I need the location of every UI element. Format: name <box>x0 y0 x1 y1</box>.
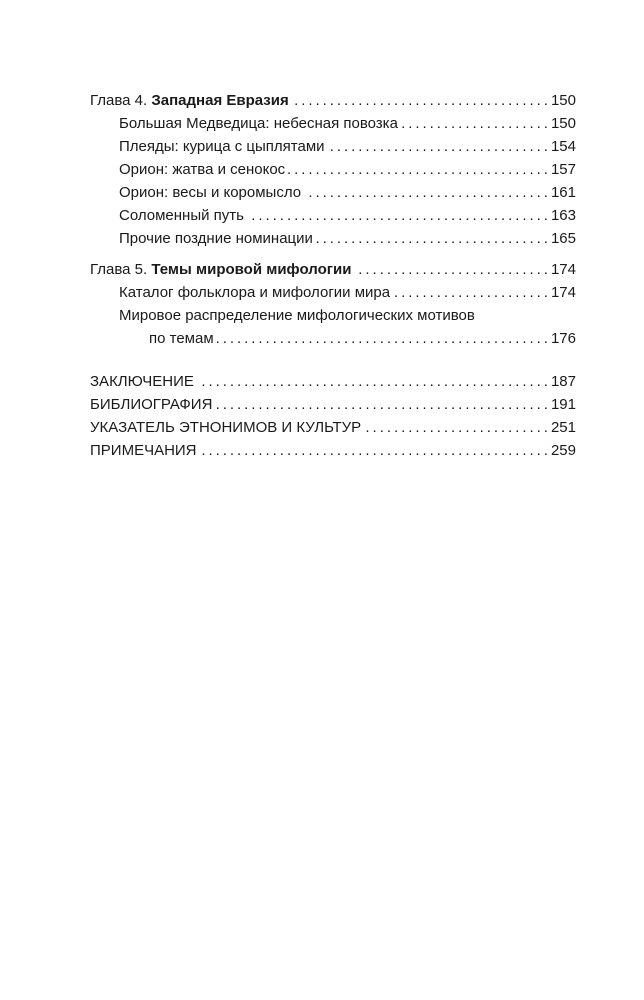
dot-leader <box>288 158 548 181</box>
back-matter-title: ЗАКЛЮЧЕНИЕ <box>90 373 194 390</box>
spacer <box>90 350 576 370</box>
section-title: Большая Медведица: небесная повозка <box>119 115 398 132</box>
dot-leader <box>393 281 548 304</box>
chapter-prefix: Глава 4. <box>90 92 148 109</box>
section-title: Орион: весы и коромысло <box>119 184 302 201</box>
page-number: 187 <box>550 373 576 390</box>
chapter-title: Темы мировой мифологии <box>151 261 352 278</box>
dot-leader <box>197 370 548 393</box>
toc-back-matter[interactable] <box>90 393 576 416</box>
section-title: Плеяды: курица с цыплятами <box>119 138 325 155</box>
dot-leader <box>364 416 548 439</box>
toc-section[interactable] <box>90 227 576 250</box>
page-number: 251 <box>550 419 576 436</box>
toc-section[interactable] <box>90 112 576 135</box>
dot-leader <box>215 393 548 416</box>
section-title: Орион: жатва и сенокос <box>119 161 286 178</box>
toc-back-matter[interactable] <box>90 370 576 393</box>
toc-section[interactable] <box>90 181 576 204</box>
dot-leader <box>292 89 548 112</box>
dot-leader <box>354 258 548 281</box>
toc-chapter-5[interactable] <box>90 258 576 281</box>
page-number: 154 <box>550 138 576 155</box>
toc-section[interactable] <box>90 158 576 181</box>
dot-leader <box>401 112 548 135</box>
page-number: 174 <box>550 261 576 278</box>
chapter-title: Западная Евразия <box>151 92 289 109</box>
page-number: 161 <box>550 184 576 201</box>
page-number: 157 <box>550 161 576 178</box>
page-number: 150 <box>550 92 576 109</box>
toc-section[interactable] <box>90 304 576 327</box>
toc-back-matter[interactable] <box>90 439 576 462</box>
toc-section-continued[interactable] <box>90 327 576 350</box>
section-title: Мировое распределение мифологических мотивов <box>119 307 475 324</box>
page-number: 163 <box>550 207 576 224</box>
dot-leader <box>304 181 548 204</box>
page-number: 150 <box>550 115 576 132</box>
chapter-prefix: Глава 5. <box>90 261 148 278</box>
section-title: Каталог фольклора и мифологии мира <box>119 284 391 301</box>
dot-leader <box>316 227 548 250</box>
toc-chapter-4[interactable] <box>90 89 576 112</box>
dot-leader <box>328 135 548 158</box>
table-of-contents <box>90 89 576 462</box>
toc-section[interactable] <box>90 204 576 227</box>
back-matter-title: ПРИМЕЧАНИЯ <box>90 442 197 459</box>
page-number: 259 <box>550 442 576 459</box>
toc-section[interactable] <box>90 135 576 158</box>
section-title: Соломенный путь <box>119 207 244 224</box>
page-number: 191 <box>550 396 576 413</box>
section-title-continued: по темам <box>149 330 214 347</box>
toc-back-matter[interactable] <box>90 416 576 439</box>
dot-leader <box>247 204 548 227</box>
dot-leader <box>217 327 548 350</box>
spacer <box>90 250 576 258</box>
page-number: 165 <box>550 230 576 247</box>
toc-section[interactable] <box>90 281 576 304</box>
back-matter-title: БИБЛИОГРАФИЯ <box>90 396 213 413</box>
back-matter-title: УКАЗАТЕЛЬ ЭТНОНИМОВ И КУЛЬТУР <box>90 419 362 436</box>
page-number: 176 <box>550 330 576 347</box>
page-number: 174 <box>550 284 576 301</box>
section-title: Прочие поздние номинации <box>119 230 313 247</box>
dot-leader <box>200 439 548 462</box>
